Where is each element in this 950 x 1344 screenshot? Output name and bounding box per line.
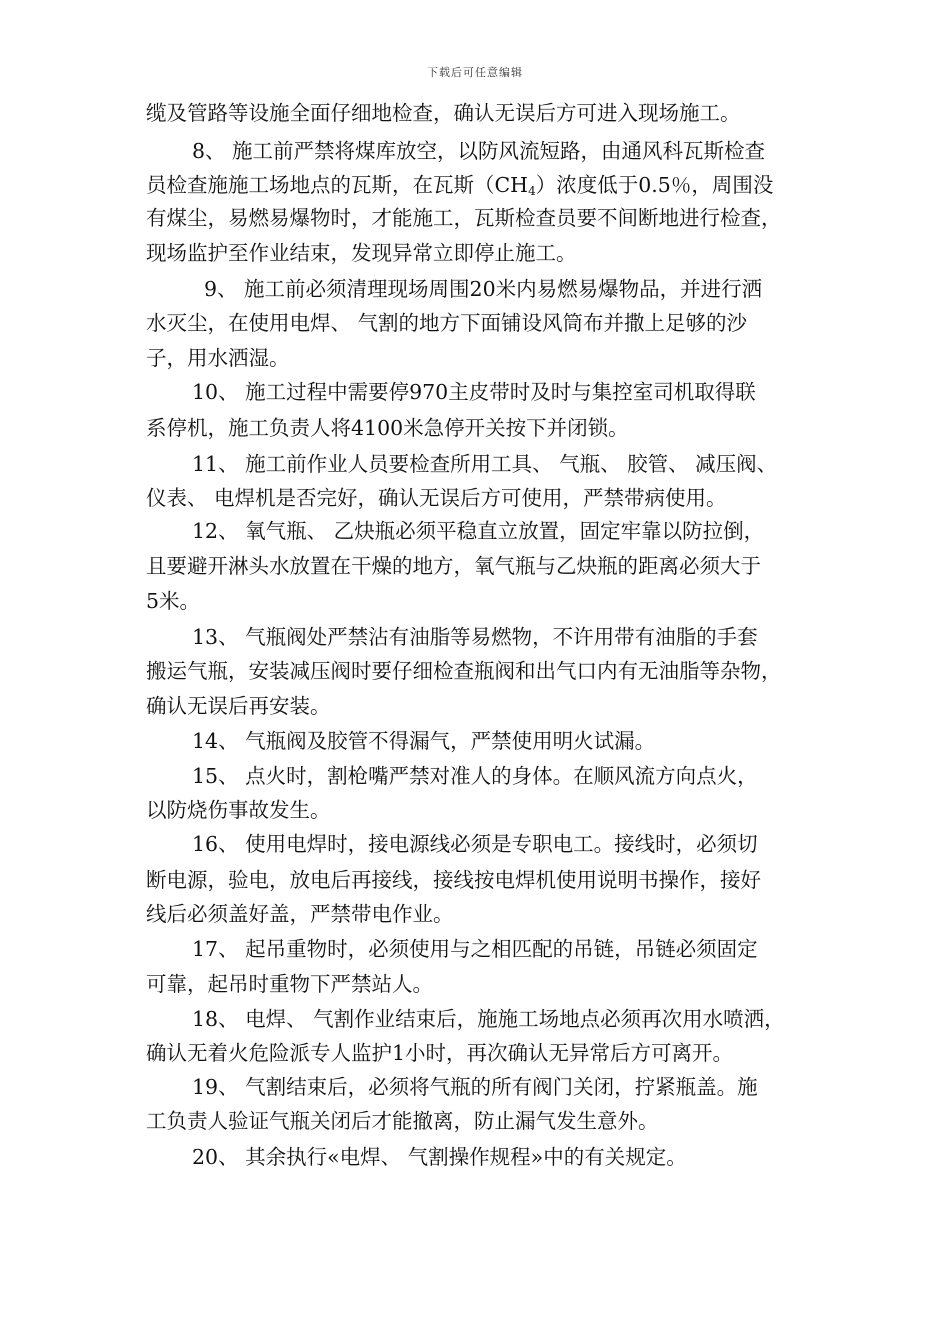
text-line: 8、 施工前严禁将煤库放空，以防风流短路，由通风科瓦斯检查 [192, 139, 766, 163]
text-line: 系停机，施工负责人将4100米急停开关按下并闭锁。 [146, 416, 629, 440]
page-header: 下载后可任意编辑 [427, 66, 523, 79]
text-line: 线后必须盖好盖，严禁带电作业。 [146, 902, 454, 926]
text-line: 18、 电焊、 气割作业结束后，施施工场地点必须再次用水喷洒， [192, 1007, 785, 1031]
text-line: 缆及管路等设施全面仔细地检查，确认无误后方可进入现场施工。 [146, 101, 741, 125]
text-fragment: ）浓度低于0.5％，周围没 [535, 173, 774, 197]
text-line: 子，用水洒湿。 [146, 346, 290, 370]
text-line: 13、 气瓶阀处严禁沾有油脂等易燃物，不许用带有油脂的手套 [192, 625, 758, 649]
text-line: 可靠，起吊时重物下严禁站人。 [146, 972, 433, 996]
text-line: 15、 点火时，割枪嘴严禁对准人的身体。在顺风流方向点火， [192, 764, 758, 788]
text-line-methane [146, 175, 773, 196]
methane-subscript: 4 [528, 184, 536, 198]
text-line: 断电源，验电，放电后再接线，接线按电焊机使用说明书操作，接好 [146, 868, 761, 892]
text-line: 20、 其余执行«电焊、 气割操作规程»中的有关规定。 [192, 1145, 687, 1169]
text-line: 搬运气瓶，安装减压阀时要仔细检查瓶阀和出气口内有无油脂等杂物， [146, 659, 782, 683]
text-line: 12、 氧气瓶、 乙炔瓶必须平稳直立放置，固定牢靠以防拉倒， [192, 519, 765, 543]
text-line: 且要避开淋头水放置在干燥的地方，氧气瓶与乙炔瓶的距离必须大于 [146, 554, 761, 578]
text-line: 有煤尘，易燃易爆物时，才能施工，瓦斯检查员要不间断地进行检查， [146, 206, 782, 230]
text-line: 确认无着火危险派专人监护1小时，再次确认无异常后方可离开。 [146, 1041, 734, 1065]
text-line: 现场监护至作业结束，发现异常立即停止施工。 [146, 241, 577, 265]
text-line: 水灭尘，在使用电焊、 气割的地方下面铺设风筒布并撒上足够的沙 [146, 311, 748, 335]
text-line: 10、 施工过程中需要停970主皮带时及时与集控室司机取得联 [192, 380, 756, 404]
text-line: 9、 施工前必须清理现场周围20米内易燃易爆物品，并进行洒 [204, 277, 763, 301]
text-fragment: 员检查施施工场地点的瓦斯，在瓦斯（ [146, 173, 495, 197]
methane-ch: CH [494, 173, 529, 197]
text-line: 14、 气瓶阀及胶管不得漏气，严禁使用明火试漏。 [192, 729, 656, 753]
text-line: 17、 起吊重物时，必须使用与之相匹配的吊链，吊链必须固定 [192, 937, 758, 961]
text-line: 工负责人验证气瓶关闭后才能撤离，防止漏气发生意外。 [146, 1109, 659, 1133]
text-line: 16、 使用电焊时，接电源线必须是专职电工。接线时，必须切 [192, 832, 758, 856]
text-line: 以防烧伤事故发生。 [146, 798, 331, 822]
text-line: 19、 气割结束后，必须将气瓶的所有阀门关闭，拧紧瓶盖。施 [192, 1075, 758, 1099]
methane-formula [495, 173, 536, 197]
text-line: 5米。 [146, 589, 201, 613]
text-line: 11、 施工前作业人员要检查所用工具、 气瓶、 胶管、 减压阀、 [192, 452, 778, 476]
text-line: 仪表、 电焊机是否完好，确认无误后方可使用，严禁带病使用。 [146, 486, 727, 510]
text-line: 确认无误后再安装。 [146, 694, 331, 718]
